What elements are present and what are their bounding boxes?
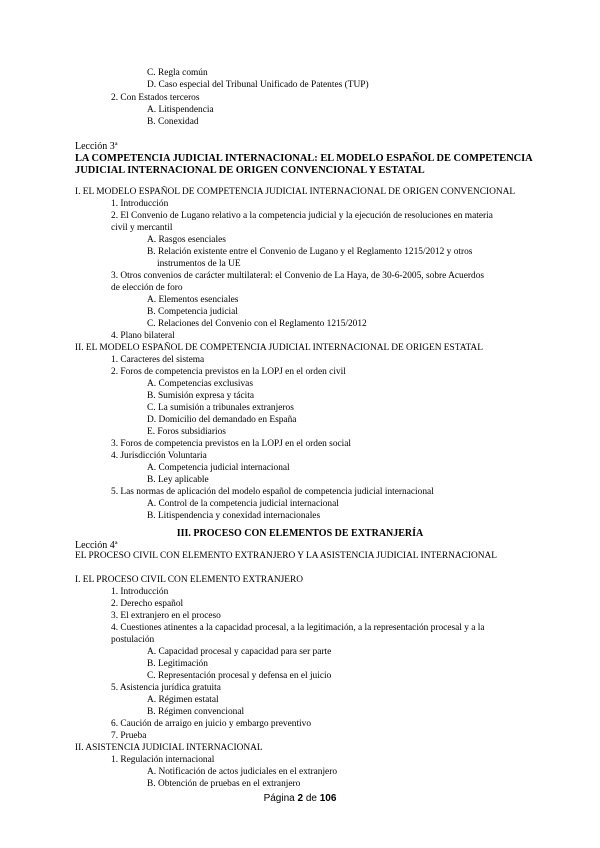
- outline-item: 3. El extranjero en el proceso: [111, 611, 221, 621]
- outline-item: D. Caso especial del Tribunal Unificado de Patentes (TUP): [147, 80, 369, 90]
- lesson-title: EL PROCESO CIVIL CON ELEMENTO EXTRANJERO Y LA ASISTENCIA JUDICIAL INTERNACIONAL: [75, 551, 498, 561]
- outline-item: C. La sumisión a tribunales extranjeros: [147, 403, 294, 413]
- outline-item: 3. Otros convenios de carácter multilateral: el Convenio de La Haya, de 30-6-2005, sobre Acuerdos: [111, 271, 485, 281]
- lesson-title: LA COMPETENCIA JUDICIAL INTERNACIONAL: EL MODELO ESPAÑOL DE COMPETENCIA: [75, 153, 533, 164]
- outline-item: C. Representación procesal y defensa en el juicio: [147, 671, 332, 681]
- outline-item: A. Régimen estatal: [147, 695, 219, 705]
- outline-item: 2. Derecho español: [111, 599, 184, 609]
- lesson-title: JUDICIAL INTERNACIONAL DE ORIGEN CONVENCIONAL Y ESTATAL: [75, 165, 425, 176]
- outline-item: 4. Jurisdicción Voluntaria: [111, 451, 207, 461]
- outline-item: 1. Introducción: [111, 199, 169, 209]
- section-heading: I. EL PROCESO CIVIL CON ELEMENTO EXTRANJERO: [75, 575, 304, 585]
- outline-item: 7. Prueba: [111, 731, 147, 741]
- outline-item: 4. Cuestiones atinentes a la capacidad procesal, a la legitimación, a la representación procesal y a la: [111, 623, 485, 633]
- outline-item: B. Conexidad: [147, 117, 199, 127]
- outline-item: 4. Plano bilateral: [111, 331, 175, 341]
- outline-item: 5. Las normas de aplicación del modelo español de competencia judicial internacional: [111, 487, 434, 497]
- outline-item: B. Relación existente entre el Convenio de Lugano y el Reglamento 1215/2012 y otros: [147, 247, 473, 257]
- outline-item: 1. Caracteres del sistema: [111, 355, 205, 365]
- outline-item: 2. El Convenio de Lugano relativo a la competencia judicial y la ejecución de resoluciones en materia: [111, 211, 493, 221]
- outline-item: B. Competencia judicial: [147, 307, 238, 317]
- outline-item: 2. Con Estados terceros: [111, 93, 200, 103]
- outline-item: 5. Asistencia jurídica gratuita: [111, 683, 221, 693]
- outline-item: E. Foros subsidiarios: [147, 427, 226, 437]
- outline-item: B. Litispendencia y conexidad internacionales: [147, 511, 321, 521]
- outline-item: A. Capacidad procesal y capacidad para ser parte: [147, 647, 332, 657]
- section-heading: I. EL MODELO ESPAÑOL DE COMPETENCIA JUDICIAL INTERNACIONAL DE ORIGEN CONVENCIONAL: [75, 187, 516, 197]
- outline-item: 6. Caución de arraigo en juicio y embargo preventivo: [111, 719, 312, 729]
- outline-item: 3. Foros de competencia previstos en la LOPJ en el orden social: [111, 439, 352, 449]
- outline-item: A. Competencia judicial internacional: [147, 463, 290, 473]
- outline-item: B. Ley aplicable: [147, 475, 209, 485]
- outline-item: C. Relaciones del Convenio con el Reglamento 1215/2012: [147, 319, 367, 329]
- outline-item: 1. Regulación internacional: [111, 755, 215, 765]
- outline-item: A. Elementos esenciales: [147, 295, 239, 305]
- outline-item: 1. Introducción: [111, 587, 169, 597]
- section-heading: II. ASISTENCIA JUDICIAL INTERNACIONAL: [75, 743, 263, 753]
- section-heading: II. EL MODELO ESPAÑOL DE COMPETENCIA JUDICIAL INTERNACIONAL DE ORIGEN ESTATAL: [75, 343, 483, 353]
- outline-item: B. Legitimación: [147, 659, 208, 669]
- outline-item: 2. Foros de competencia previstos en la LOPJ en el orden civil: [111, 367, 346, 377]
- outline-item: C. Regla común: [147, 68, 208, 78]
- total-page-count: 106: [319, 793, 337, 804]
- page-number-separator: de: [305, 793, 317, 804]
- outline-item: D. Domicilio del demandado en España: [147, 415, 297, 425]
- current-page-number: 2: [297, 793, 304, 804]
- outline-item: A. Control de la competencia judicial internacional: [147, 499, 339, 509]
- lesson-label: Lección 3ª: [75, 141, 118, 152]
- outline-item: de elección de foro: [111, 283, 183, 293]
- outline-item: postulación: [111, 635, 155, 645]
- part-heading: III. PROCESO CON ELEMENTOS DE EXTRANJERÍA: [176, 528, 424, 539]
- outline-item: B. Sumisión expresa y tácita: [147, 391, 255, 401]
- outline-item: civil y mercantil: [111, 223, 173, 233]
- page-footer: [0, 793, 600, 804]
- outline-item: B. Obtención de pruebas en el extranjero: [147, 779, 301, 789]
- page-number-prefix: Página: [263, 793, 295, 804]
- outline-item: A. Rasgos esenciales: [147, 235, 226, 245]
- outline-item: B. Régimen convencional: [147, 707, 245, 717]
- outline-item: A. Notificación de actos judiciales en el extranjero: [147, 767, 338, 777]
- outline-item: instrumentos de la UE: [157, 259, 241, 269]
- lesson-label: Lección 4ª: [75, 540, 118, 551]
- outline-item: A. Litispendencia: [147, 105, 214, 115]
- outline-item: A. Competencias exclusivas: [147, 379, 253, 389]
